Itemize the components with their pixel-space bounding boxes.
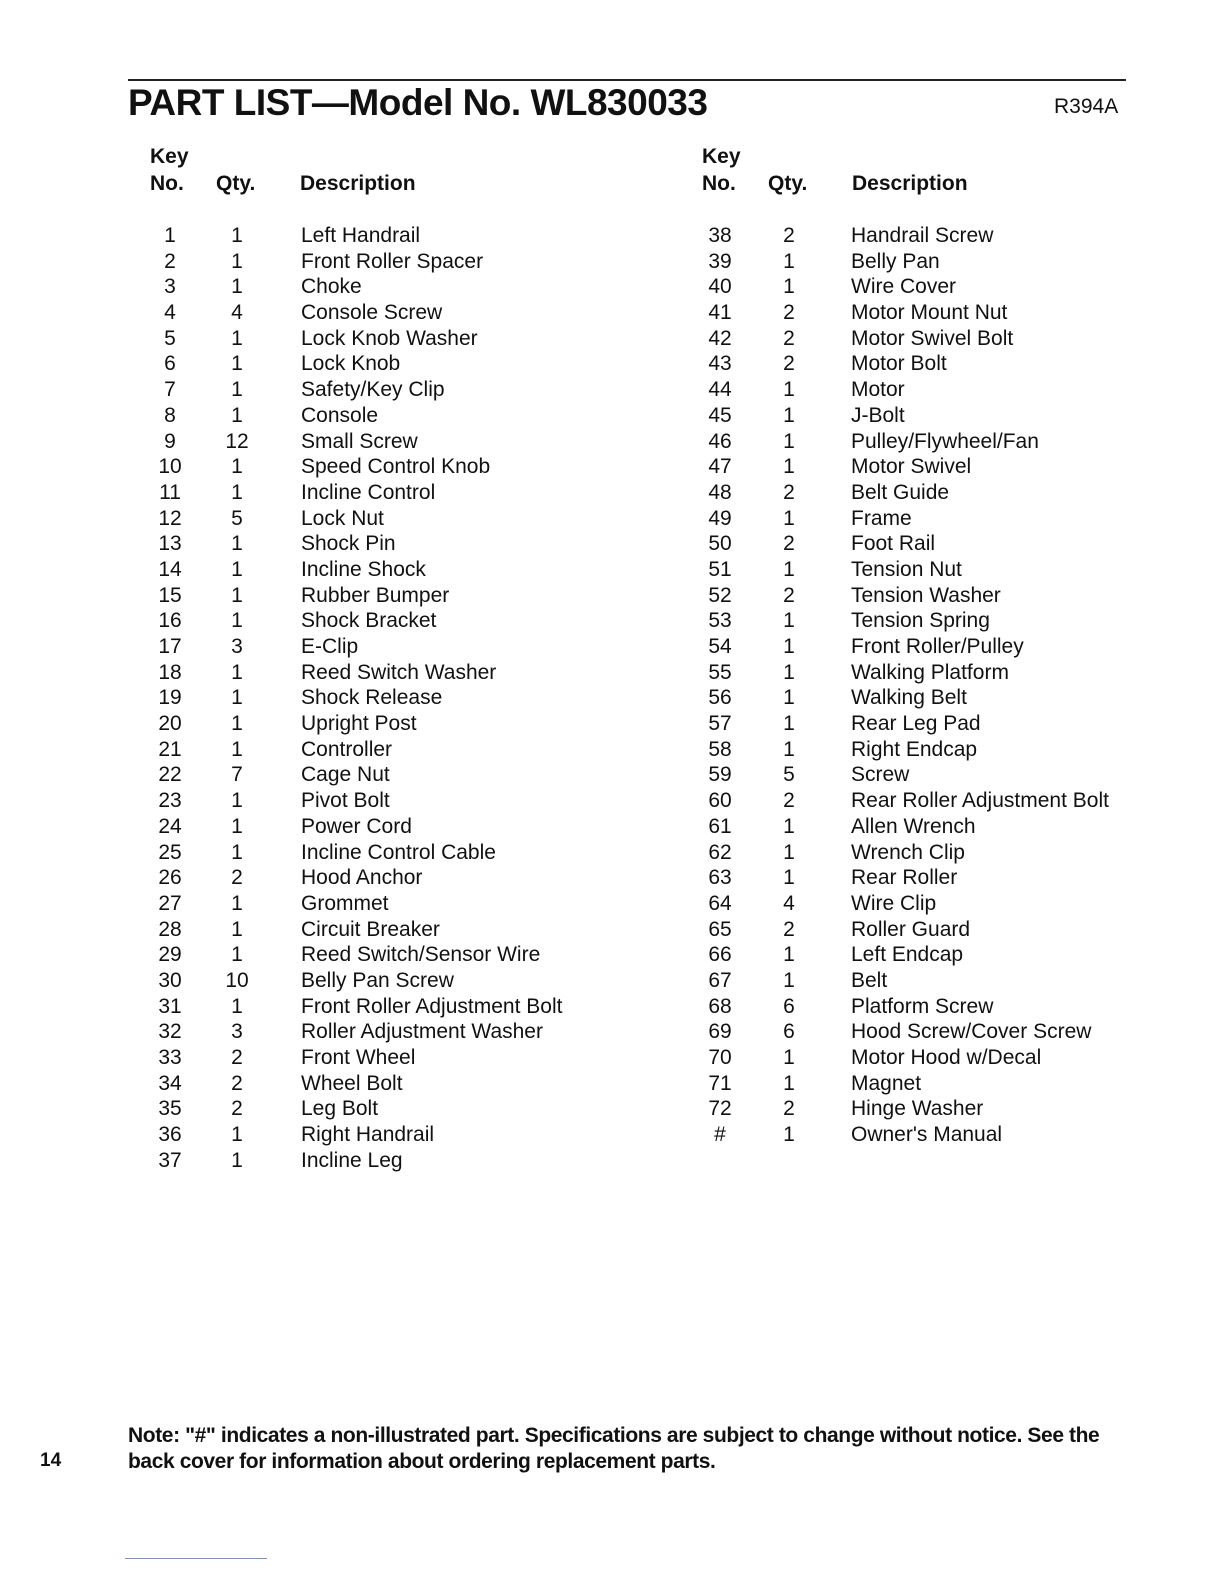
part-description: Shock Release (301, 686, 443, 710)
part-quantity: 1 (231, 557, 243, 581)
part-quantity: 1 (231, 326, 243, 350)
part-description: Incline Leg (301, 1148, 403, 1172)
part-description: Front Roller Adjustment Bolt (301, 994, 563, 1018)
part-key-number: 70 (708, 1046, 732, 1069)
part-description: Belly Pan Screw (301, 968, 454, 992)
part-key-number: 22 (158, 763, 182, 787)
part-key-number: 57 (708, 712, 732, 736)
part-quantity: 1 (231, 378, 243, 402)
part-key-number: 44 (708, 378, 732, 402)
part-quantity: 1 (783, 1046, 795, 1069)
part-quantity: 7 (231, 763, 243, 787)
part-quantity: 1 (783, 609, 795, 633)
part-key-number: 39 (708, 249, 732, 273)
part-description: Hood Screw/Cover Screw (851, 1020, 1092, 1044)
part-description: Lock Knob (301, 352, 401, 376)
part-quantity: 1 (231, 455, 243, 479)
part-description: Circuit Breaker (301, 917, 440, 941)
part-key-number: 25 (158, 840, 182, 864)
part-description: Belt Guide (851, 480, 950, 504)
part-quantity: 1 (231, 814, 243, 838)
part-quantity: 3 (231, 1020, 243, 1044)
part-description: Choke (301, 275, 362, 299)
part-key-number: 36 (158, 1123, 182, 1147)
part-description: Small Screw (301, 429, 418, 453)
part-description: Frame (851, 506, 912, 530)
part-description: Rubber Bumper (301, 583, 450, 607)
part-key-number: 40 (708, 275, 732, 299)
part-quantity: 2 (783, 301, 795, 325)
part-key-number: 10 (158, 455, 182, 479)
part-key-number: 60 (708, 789, 732, 813)
part-quantity: 1 (783, 557, 795, 581)
part-description: Wheel Bolt (301, 1071, 403, 1095)
part-key-number: 8 (164, 403, 176, 427)
part-description: Walking Platform (851, 660, 1009, 684)
part-quantity: 1 (783, 968, 795, 992)
page-title: PART LIST—Model No. WL830033 (128, 82, 708, 123)
part-description: Safety/Key Clip (301, 378, 445, 402)
part-description: Incline Control (301, 480, 436, 504)
part-description: Cage Nut (301, 763, 390, 787)
part-quantity: 2 (783, 583, 795, 607)
part-key-number: 62 (708, 840, 732, 864)
part-quantity: 10 (225, 968, 249, 992)
part-key-number: 9 (164, 429, 176, 453)
part-description: Wrench Clip (851, 840, 965, 864)
part-quantity: 1 (231, 660, 243, 684)
part-description: Motor Swivel Bolt (851, 326, 1014, 350)
part-key-number: 63 (708, 866, 732, 890)
qty-header: Qty. (216, 172, 256, 195)
part-key-number: 72 (708, 1097, 732, 1121)
part-description: Motor Mount Nut (851, 301, 1008, 325)
part-quantity: 1 (783, 943, 795, 967)
part-description: Belly Pan (851, 249, 940, 273)
part-quantity: 1 (231, 994, 243, 1018)
part-key-number: 23 (158, 789, 182, 813)
part-key-number: 14 (158, 557, 182, 581)
part-quantity: 2 (231, 1097, 243, 1121)
part-description: Screw (851, 763, 910, 787)
part-description: Tension Spring (851, 609, 990, 633)
part-description: Front Wheel (301, 1046, 416, 1069)
part-key-number: 47 (708, 455, 732, 479)
part-key-number: 3 (164, 275, 176, 299)
part-quantity: 2 (231, 1071, 243, 1095)
part-quantity: 1 (783, 429, 795, 453)
part-quantity: 1 (783, 737, 795, 761)
part-quantity: 2 (231, 866, 243, 890)
part-quantity: 2 (783, 917, 795, 941)
part-quantity: 2 (231, 1046, 243, 1069)
part-description: Leg Bolt (301, 1097, 379, 1121)
part-quantity: 1 (231, 275, 243, 299)
part-description: Foot Rail (851, 532, 936, 556)
part-key-number: 19 (158, 686, 182, 710)
part-key-number: 51 (708, 557, 732, 581)
part-description: Shock Bracket (301, 609, 437, 633)
part-description: Roller Adjustment Washer (301, 1020, 543, 1044)
part-key-number: 17 (158, 635, 182, 658)
part-quantity: 1 (231, 789, 243, 813)
part-description: Controller (301, 737, 393, 761)
part-quantity: 4 (783, 891, 795, 915)
part-description: Walking Belt (851, 686, 967, 710)
part-description: Right Handrail (301, 1123, 435, 1147)
part-key-number: 45 (708, 403, 732, 427)
part-description: Front Roller/Pulley (851, 635, 1024, 658)
part-description: Rear Roller Adjustment Bolt (851, 789, 1109, 813)
part-key-number: 52 (708, 583, 732, 607)
part-quantity: 1 (783, 249, 795, 273)
part-quantity: 1 (783, 378, 795, 402)
part-quantity: 1 (231, 737, 243, 761)
part-description: Hinge Washer (851, 1097, 984, 1121)
part-quantity: 1 (783, 403, 795, 427)
part-key-number: 28 (158, 917, 182, 941)
part-description: E-Clip (301, 635, 359, 658)
part-description: Right Endcap (851, 737, 978, 761)
part-key-number: 4 (164, 301, 176, 325)
part-quantity: 2 (783, 224, 795, 247)
part-description: Front Roller Spacer (301, 249, 484, 273)
part-quantity: 1 (231, 1123, 243, 1147)
part-quantity: 1 (231, 480, 243, 504)
key-header-line2: No. (702, 172, 736, 195)
part-description: Wire Cover (851, 275, 957, 299)
part-quantity: 1 (783, 455, 795, 479)
part-key-number: 32 (158, 1020, 182, 1044)
part-quantity: 1 (231, 840, 243, 864)
part-key-number: 46 (708, 429, 732, 453)
part-quantity: 1 (231, 403, 243, 427)
part-description: Tension Washer (851, 583, 1001, 607)
part-description: Left Handrail (301, 224, 421, 247)
part-quantity: 1 (783, 506, 795, 530)
part-description: Console Screw (301, 301, 443, 325)
part-quantity: 1 (231, 224, 243, 247)
part-key-number: 59 (708, 763, 732, 787)
part-description: Rear Roller (851, 866, 958, 890)
part-key-number: 71 (708, 1071, 732, 1095)
part-key-number: 1 (164, 224, 176, 247)
part-key-number: 11 (159, 480, 181, 504)
part-key-number: 64 (708, 891, 732, 915)
part-description: Shock Pin (301, 532, 396, 556)
part-key-number: 38 (708, 224, 732, 247)
part-description: J-Bolt (851, 403, 905, 427)
part-key-number: 26 (158, 866, 182, 890)
part-key-number: 53 (708, 609, 732, 633)
part-quantity: 1 (231, 249, 243, 273)
part-key-number: 7 (164, 378, 176, 402)
part-description: Incline Shock (301, 557, 426, 581)
part-quantity: 1 (231, 943, 243, 967)
part-quantity: 1 (783, 866, 795, 890)
part-key-number: 56 (708, 686, 732, 710)
part-key-number: 66 (708, 943, 732, 967)
part-quantity: 1 (231, 352, 243, 376)
part-description: Motor Bolt (851, 352, 947, 376)
part-description: Grommet (301, 891, 389, 915)
part-key-number: 42 (708, 326, 732, 350)
part-quantity: 1 (783, 1123, 795, 1147)
part-quantity: 1 (231, 583, 243, 607)
part-quantity: 1 (231, 609, 243, 633)
part-key-number: 50 (708, 532, 732, 556)
part-description: Hood Anchor (301, 866, 423, 890)
part-description: Lock Nut (301, 506, 384, 530)
key-header-line1: Key (702, 145, 741, 168)
part-key-number: 41 (708, 301, 732, 325)
part-description: Incline Control Cable (301, 840, 496, 864)
part-key-number: 12 (158, 506, 182, 530)
part-key-number: 43 (708, 352, 732, 376)
part-key-number: 2 (164, 249, 176, 273)
part-key-number: 5 (164, 326, 176, 350)
part-quantity: 3 (231, 635, 243, 658)
part-quantity: 1 (783, 840, 795, 864)
part-key-number: 24 (158, 814, 182, 838)
part-key-number: 18 (158, 660, 182, 684)
footer-note: Note: "#" indicates a non-illustrated part. Specifications are subject to change without notice. See the back cover for information about ordering replacement parts. (128, 1424, 1100, 1473)
part-description: Motor Hood w/Decal (851, 1046, 1042, 1069)
part-quantity: 5 (783, 763, 795, 787)
footer-rule (125, 1558, 267, 1559)
part-description: Lock Knob Washer (301, 326, 478, 350)
part-key-number: 30 (158, 968, 182, 992)
qty-header: Qty. (768, 172, 808, 195)
part-description: Pulley/Flywheel/Fan (851, 429, 1039, 453)
key-header-line1: Key (150, 145, 189, 168)
part-quantity: 4 (231, 301, 243, 325)
part-quantity: 12 (225, 429, 249, 453)
part-key-number: 49 (708, 506, 732, 530)
part-key-number: 67 (708, 968, 732, 992)
part-key-number: 58 (708, 737, 732, 761)
part-description: Power Cord (301, 814, 412, 838)
part-description: Owner's Manual (851, 1123, 1003, 1147)
part-key-number: 54 (708, 635, 732, 658)
part-quantity: 2 (783, 789, 795, 813)
part-key-number: 16 (158, 609, 182, 633)
part-key-number: 61 (708, 814, 732, 838)
part-key-number: 48 (708, 480, 732, 504)
part-description: Tension Nut (851, 557, 962, 581)
part-quantity: 2 (783, 352, 795, 376)
part-description: Belt (851, 968, 888, 992)
document-code: R394A (1054, 95, 1119, 118)
part-quantity: 5 (231, 506, 243, 530)
part-description: Upright Post (301, 712, 417, 736)
part-quantity: 1 (783, 686, 795, 710)
part-key-number: 20 (158, 712, 182, 736)
part-key-number: 69 (708, 1020, 732, 1044)
part-key-number: 65 (708, 917, 732, 941)
part-key-number: 21 (158, 737, 182, 761)
part-description: Console (301, 403, 379, 427)
part-description: Motor Swivel (851, 455, 972, 479)
part-key-number: 27 (158, 891, 182, 915)
part-quantity: 1 (783, 712, 795, 736)
part-key-number: 6 (164, 352, 176, 376)
part-key-number: 55 (708, 660, 732, 684)
part-quantity: 1 (783, 1071, 795, 1095)
part-description: Platform Screw (851, 994, 994, 1018)
part-description: Reed Switch/Sensor Wire (301, 943, 541, 967)
part-key-number: 35 (158, 1097, 182, 1121)
part-quantity: 2 (783, 532, 795, 556)
part-quantity: 1 (231, 712, 243, 736)
part-description: Motor (851, 378, 905, 402)
part-description: Roller Guard (851, 917, 971, 941)
part-quantity: 1 (231, 686, 243, 710)
part-description: Rear Leg Pad (851, 712, 981, 736)
part-description: Handrail Screw (851, 224, 994, 247)
part-quantity: 6 (783, 994, 795, 1018)
part-description: Speed Control Knob (301, 455, 491, 479)
part-key-number: 34 (158, 1071, 182, 1095)
description-header: Description (852, 172, 968, 195)
part-key-number: 29 (158, 943, 182, 967)
part-key-number: 13 (158, 532, 182, 556)
part-key-number: 15 (158, 583, 182, 607)
page-number: 14 (40, 1450, 62, 1471)
part-quantity: 1 (783, 660, 795, 684)
part-description: Reed Switch Washer (301, 660, 497, 684)
part-description: Magnet (851, 1071, 922, 1095)
part-quantity: 6 (783, 1020, 795, 1044)
part-key-number: 37 (158, 1148, 182, 1172)
part-quantity: 1 (783, 275, 795, 299)
part-key-number: 31 (158, 994, 182, 1018)
part-key-number: # (714, 1123, 726, 1147)
title-rule (128, 79, 1126, 81)
part-quantity: 1 (231, 917, 243, 941)
key-header-line2: No. (150, 172, 184, 195)
part-quantity: 2 (783, 326, 795, 350)
part-quantity: 1 (783, 635, 795, 658)
part-description: Allen Wrench (851, 814, 976, 838)
part-quantity: 2 (783, 480, 795, 504)
part-quantity: 2 (783, 1097, 795, 1121)
part-quantity: 1 (231, 891, 243, 915)
part-description: Pivot Bolt (301, 789, 390, 813)
description-header: Description (300, 172, 416, 195)
part-key-number: 33 (158, 1046, 182, 1069)
part-quantity: 1 (231, 1148, 243, 1172)
part-description: Left Endcap (851, 943, 964, 967)
part-quantity: 1 (231, 532, 243, 556)
part-quantity: 1 (783, 814, 795, 838)
part-description: Wire Clip (851, 891, 937, 915)
part-key-number: 68 (708, 994, 732, 1018)
